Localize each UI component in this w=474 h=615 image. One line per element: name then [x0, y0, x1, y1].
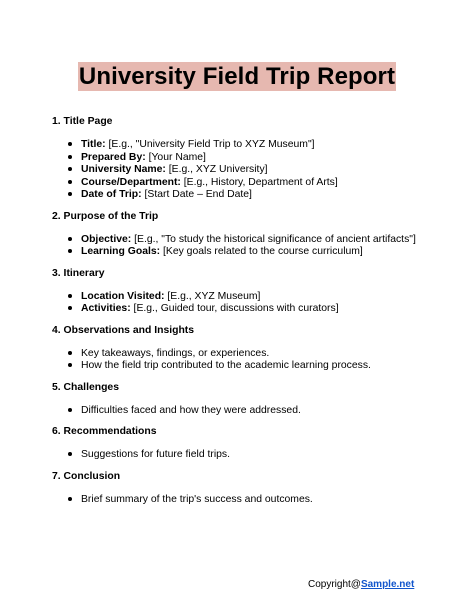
document-title: University Field Trip Report [78, 63, 396, 90]
item-text: Key takeaways, findings, or experiences. [81, 347, 270, 359]
list-item [52, 347, 452, 360]
item-label: Activities: [81, 303, 131, 314]
list-item [52, 188, 452, 201]
list-item [52, 163, 452, 176]
item-text: [E.g., XYZ University] [165, 164, 268, 175]
section-heading: 7. Conclusion [52, 470, 121, 482]
list-item [52, 138, 452, 151]
item-text: [E.g., "To study the historical significance of ancient artifacts"] [131, 233, 416, 245]
item-label: Prepared By: [81, 151, 146, 163]
item-text: Brief summary of the trip's success and outcomes. [81, 493, 313, 505]
section-challenges [52, 381, 452, 417]
item-text: How the field trip contributed to the academic learning process. [81, 360, 371, 371]
item-label: Objective: [81, 233, 132, 245]
item-label: Title: [81, 139, 106, 150]
section-heading: 1. Title Page [52, 116, 113, 127]
list-item [52, 290, 452, 303]
section-heading: 2. Purpose of the Trip [52, 210, 159, 222]
list-item [52, 359, 452, 372]
bullet-list [52, 448, 452, 461]
list-item [52, 233, 452, 246]
title-container [0, 62, 474, 91]
section-heading: 4. Observations and Insights [52, 324, 195, 336]
copyright-footer [308, 579, 414, 591]
bullet-list [52, 290, 452, 315]
section-itinerary [52, 267, 452, 315]
section-conclusion [52, 470, 452, 506]
item-text: [Start Date – End Date] [141, 189, 252, 200]
item-text: Suggestions for future field trips. [81, 449, 231, 460]
sample-net-link[interactable]: Sample.net [360, 579, 415, 590]
item-label: University Name: [81, 164, 166, 175]
section-observations [52, 324, 452, 372]
item-label: Learning Goals: [81, 246, 161, 257]
item-label: Date of Trip: [81, 189, 142, 200]
list-item [52, 493, 452, 506]
copyright-text: Copyright@ [308, 579, 361, 590]
list-item [52, 245, 452, 258]
section-heading: 6. Recommendations [52, 426, 157, 437]
bullet-list [52, 233, 452, 258]
bullet-list [52, 493, 452, 506]
bullet-list [52, 404, 452, 417]
item-text: [E.g., History, Department of Arts] [180, 176, 338, 188]
item-label: Course/Department: [81, 176, 181, 188]
section-heading: 3. Itinerary [52, 267, 105, 279]
item-text: [Key goals related to the course curriculum] [160, 246, 363, 257]
item-text: [E.g., XYZ Museum] [164, 290, 261, 302]
list-item [52, 448, 452, 461]
list-item [52, 404, 452, 417]
section-purpose [52, 210, 452, 258]
list-item [52, 302, 452, 315]
item-text: [Your Name] [145, 151, 206, 163]
item-label: Location Visited: [81, 290, 165, 302]
section-heading: 5. Challenges [52, 381, 119, 393]
bullet-list [52, 138, 452, 201]
section-title-page [52, 115, 452, 201]
section-recommendations [52, 425, 452, 461]
item-text: [E.g., "University Field Trip to XYZ Museum"] [105, 139, 315, 150]
document-content [52, 115, 452, 505]
list-item [52, 176, 452, 189]
item-text: Difficulties faced and how they were addressed. [81, 404, 301, 416]
list-item [52, 151, 452, 164]
bullet-list [52, 347, 452, 372]
item-text: [E.g., Guided tour, discussions with curators] [130, 303, 339, 314]
